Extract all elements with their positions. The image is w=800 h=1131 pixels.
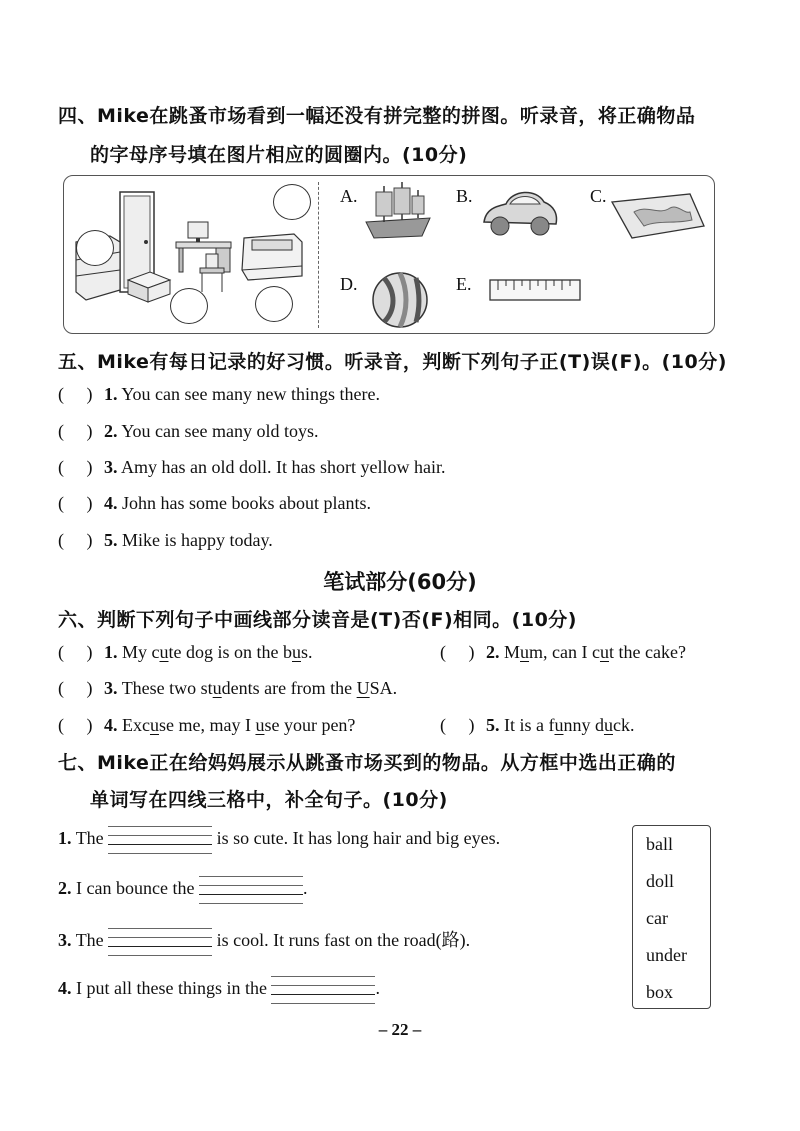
item-number: 2. [486,642,500,662]
answer-paren[interactable]: ( ) [58,384,93,404]
text-part: M [504,642,521,662]
text-part: It is a f [504,715,555,735]
section6-item-3 [58,678,397,699]
sentence-after: . [302,878,308,899]
map-icon [604,190,710,242]
answer-paren[interactable]: ( ) [58,530,93,550]
word-ball: ball [646,834,673,854]
four-line-blank[interactable] [108,928,212,956]
item-number: 4. [104,715,118,735]
sentence-after: . [375,978,380,999]
item-number: 2. [104,421,118,441]
section6-item-1 [58,642,313,663]
item-number: 1. [104,384,118,404]
text-part: s. [301,642,313,662]
answer-paren[interactable]: ( ) [58,457,93,477]
puzzle-divider [318,182,319,328]
section6-item-2 [440,642,686,663]
answer-circle-1[interactable] [273,184,311,220]
text-part: My c [122,642,160,662]
text-part: t the cake? [608,642,686,662]
item-text: John has some books about plants. [122,493,371,513]
underlined-letter: u [599,642,609,662]
section7-title-line1: 七、Mike正在给妈妈展示从跳蚤市场买到的物品。从方框中选出正确的 [58,752,676,774]
underlined-letter: u [603,715,613,735]
underlined-letter: u [255,715,265,735]
answer-paren[interactable]: ( ) [440,715,475,735]
text-part: These two st [121,678,213,698]
answer-paren[interactable]: ( ) [58,678,93,698]
item-text: Amy has an old doll. It has short yellow hair. [121,457,446,477]
text-part: se your pen? [264,715,356,735]
underlined-letter: u [159,642,169,662]
section5-item-3 [58,457,445,478]
item-text: You can see many new things there. [121,384,380,404]
text-part: Exc [122,715,150,735]
text-part: dents are from the [221,678,357,698]
word-car: car [646,908,668,928]
section6-item-5 [440,715,634,736]
text-part: nny d [563,715,604,735]
answer-circle-4[interactable] [255,286,293,322]
answer-paren[interactable]: ( ) [58,493,93,513]
word-under: under [646,945,687,965]
underlined-letter: u [149,715,159,735]
word-box-item: box [646,982,673,1002]
section4-title-line1: 四、Mike在跳蚤市场看到一幅还没有拼完整的拼图。听录音，将正确物品 [58,105,696,127]
option-b-label: B. [456,186,473,206]
underlined-letter: U [356,678,370,698]
text-part: ck. [612,715,635,735]
section5-item-1 [58,384,380,405]
item-number: 1. [104,642,118,662]
section7-sentence-2 [58,876,307,904]
section5-item-2 [58,421,319,442]
item-number: 3. [104,457,118,477]
four-line-blank[interactable] [199,876,303,904]
answer-circle-3[interactable] [170,288,208,324]
section5-item-5 [58,530,273,551]
four-line-blank[interactable] [271,976,375,1004]
item-number: 3. [104,678,118,698]
text-part: SA. [369,678,398,698]
answer-paren[interactable]: ( ) [440,642,475,662]
section7-sentence-4 [58,976,380,1004]
section5-item-4 [58,493,371,514]
underlined-letter: u [212,678,222,698]
option-d-label: D. [340,274,358,294]
section7-sentence-3 [58,926,470,956]
ship-icon [362,178,434,244]
section7-sentence-1 [58,826,500,854]
sentence-before: I put all these things in the [76,978,267,999]
item-number: 3. [58,930,72,950]
item-number: 2. [58,878,72,899]
item-number: 4. [58,978,72,999]
written-part-title: 笔试部分(60分) [323,570,477,594]
option-a-label: A. [340,186,358,206]
item-number: 5. [104,530,118,550]
sentence-before: The [75,828,104,849]
option-e-label: E. [456,274,472,294]
text-part: se me, may I [158,715,256,735]
text-part: m, can I c [529,642,600,662]
word-doll: doll [646,871,675,891]
page-number: – 22 – [378,1020,422,1039]
sentence-after: is so cute. It has long hair and big eyes. [216,828,501,849]
item-text: You can see many old toys. [121,421,319,441]
ruler-icon [488,276,584,304]
word-box [632,825,711,1009]
item-text: Mike is happy today. [122,530,273,550]
option-c-label: C. [590,186,607,206]
item-number: 1. [58,828,72,849]
section7-title-line2: 单词写在四线三格中，补全句子。(10分) [90,789,448,811]
underlined-letter: u [520,642,530,662]
car-icon [478,182,562,244]
item-number: 4. [104,493,118,513]
answer-circle-2[interactable] [76,230,114,266]
ball-icon [370,270,430,330]
section5-title: 五、Mike有每日记录的好习惯。听录音，判断下列句子正(T)误(F)。(10分) [58,351,727,373]
answer-paren[interactable]: ( ) [58,642,93,662]
section6-title: 六、判断下列句子中画线部分读音是(T)否(F)相同。(10分) [58,609,577,631]
answer-paren[interactable]: ( ) [58,421,93,441]
sentence-before: The [75,930,104,950]
four-line-blank[interactable] [108,826,212,854]
section6-item-4 [58,715,355,736]
answer-paren[interactable]: ( ) [58,715,93,735]
sentence-before: I can bounce the [76,878,195,899]
section4-title-line2: 的字母序号填在图片相应的圆圈内。(10分) [90,144,468,166]
item-number: 5. [486,715,500,735]
sentence-after: is cool. It runs fast on the road(路). [216,930,471,950]
underlined-letter: u [292,642,301,662]
text-part: te dog is on the b [168,642,292,662]
underlined-letter: u [554,715,564,735]
